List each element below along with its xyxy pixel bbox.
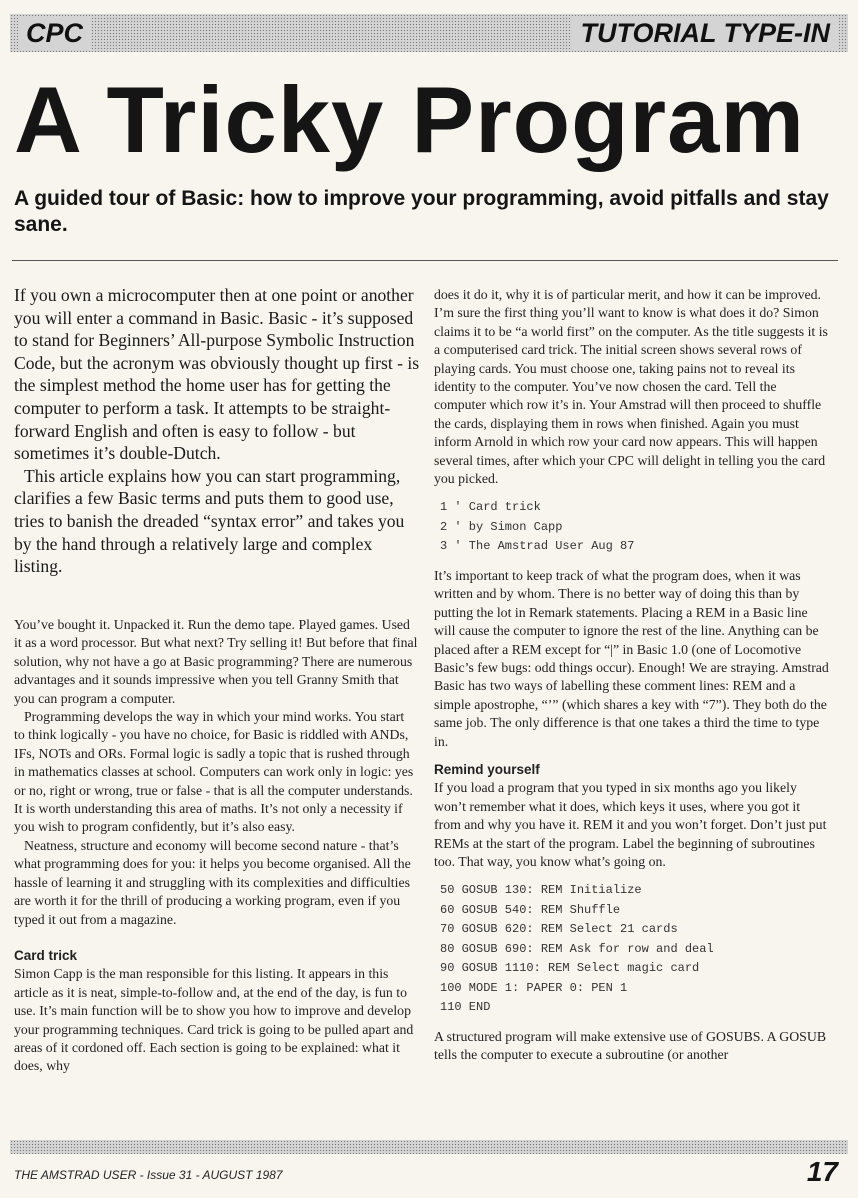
article-title: A Tricky Program	[14, 67, 805, 172]
section-label: CPC	[18, 16, 91, 50]
left-body-column	[14, 616, 418, 1076]
card-trick-heading: Card trick	[14, 947, 78, 963]
code-line: 1 ' Card trick	[440, 500, 541, 515]
article-subtitle: A guided tour of Basic: how to improve your programming, avoid pitfalls and stay sane.	[14, 187, 829, 236]
body-paragraph: Programming develops the way in which your mind works. You start to think logically - you have no choice, for Basic is riddled with ANDs, IFs, NOTs and ORs. Formal logic is sadly a topic that is rushed through in mathematics classes at school. Computers can work only in logic: yes or no, right or wrong, true or false - that is all the computer understands. It is worth understanding this area of maths. It’s not only a necessity if you wish to program confidently, but it’s also easy.	[14, 709, 414, 835]
body-paragraph: Simon Capp is the man responsible for this listing. It appears in this article as it is neat, simple-to-follow and, at the end of the day, is fun to use. It’s main function will be to show you how to improve and develop your programming techniques. Card trick is going to be pulled apart and areas of it cordoned off. Each section is going to be explained: what it does, why	[14, 966, 414, 1074]
footer-issue-info: THE AMSTRAD USER - Issue 31 - AUGUST 1987	[14, 1168, 283, 1182]
code-line: 80 GOSUB 690: REM Ask for row and deal	[440, 941, 714, 956]
body-paragraph: It’s important to keep track of what the program does, when it was written and by whom. There is no better way of doing this than by putting the lot in Remark statements. Placing a REM in a Basic line will cause the computer to ignore the rest of the line. Anything can be placed after a REM except for “|” in Basic 1.0 (one of Locomotive Basic’s few bugs: odd things occur). Enough! We are straying. Amstrad Basic has two ways of labelling these comment lines: REM and a simple apostrophe, “’” (which shares a key with “7”). They both do the same job. The only difference is that one takes a third the time to type in.	[434, 567, 829, 749]
category-label: TUTORIAL TYPE-IN	[572, 16, 838, 50]
code-line: 60 GOSUB 540: REM Shuffle	[440, 902, 621, 917]
code-line: 90 GOSUB 1110: REM Select magic card	[440, 961, 700, 976]
body-paragraph: If you load a program that you typed in six months ago you likely won’t remember what it does, which keys it uses, where you got it from and why you have it. REM it and you won’t forget. Don’t just put REMs at the start of the program. Label the beginning of subroutines too. That way, you know what’s going on.	[434, 780, 827, 870]
right-body-column	[434, 286, 830, 1065]
intro-column	[14, 284, 420, 578]
header-band	[10, 14, 848, 52]
body-paragraph: does it do it, why it is of particular merit, and how it can be improved.	[434, 287, 821, 302]
code-listing-gosub	[440, 881, 830, 1018]
body-paragraph: You’ve bought it. Unpacked it. Run the demo tape. Played games. Used it as a word processor. But what next? Try selling it! But before that final solution, why not have a go at Basic programming? There are numerous advantages and it sounds impressive when you tell Granny Smith that you can program a computer.	[14, 617, 418, 706]
footer-band	[10, 1140, 848, 1154]
title-divider	[12, 260, 838, 261]
body-paragraph: A structured program will make extensive use of GOSUBS. A GOSUB tells the computer to execute a subroutine (or another	[434, 1028, 827, 1063]
code-line: 110 END	[440, 1000, 491, 1015]
code-line: 70 GOSUB 620: REM Select 21 cards	[440, 922, 678, 937]
code-listing-rem	[440, 498, 830, 557]
intro-paragraph: If you own a microcomputer then at one point or another you will enter a command in Basic. Basic - it’s supposed to stand for Beginners’ All-purpose Symbolic Instruction Code, but the acronym was obviously thought up first - is the simplest method the home user has for getting the computer to perform a task. It attempts to be straight-forward English and often is easy to follow - but sometimes it’s double-Dutch.	[14, 285, 420, 464]
code-line: 50 GOSUB 130: REM Initialize	[440, 883, 642, 898]
intro-paragraph: This article explains how you can start programming, clarifies a few Basic terms and puts them to good use, tries to banish the dreaded “syntax error” and takes you by the hand through a relatively large and complex listing.	[14, 465, 405, 577]
code-line: 2 ' by Simon Capp	[440, 519, 563, 534]
body-paragraph: I’m sure the first thing you’ll want to know is what does it do? Simon claims it to be “a world first” on the computer. As the title suggests it is a computerised card trick. The initial screen shows several rows of playing cards. You must choose one, taking pains not to reveal its identity to the computer. You’ve now chosen the card. Tell the computer which row it’s in. Your Amstrad will then proceed to shuffle the cards, displaying them in rows when finished. Again you must inform Arnold in which row your card now appears. This will happen several times, after which your CPC will delight in telling you the card you picked.	[434, 305, 828, 487]
page-number: 17	[806, 1156, 838, 1187]
code-line: 3 ' The Amstrad User Aug 87	[440, 539, 635, 554]
body-paragraph: Neatness, structure and economy will become second nature - that’s what programming does for you: it helps you become organised. All the hassle of learning it and struggling with its complexities and difficulties are worth it for the thrill of producing a working program, even if you typed it out from a magazine.	[14, 837, 411, 927]
remind-yourself-heading: Remind yourself	[434, 762, 540, 778]
code-line: 100 MODE 1: PAPER 0: PEN 1	[440, 980, 628, 995]
